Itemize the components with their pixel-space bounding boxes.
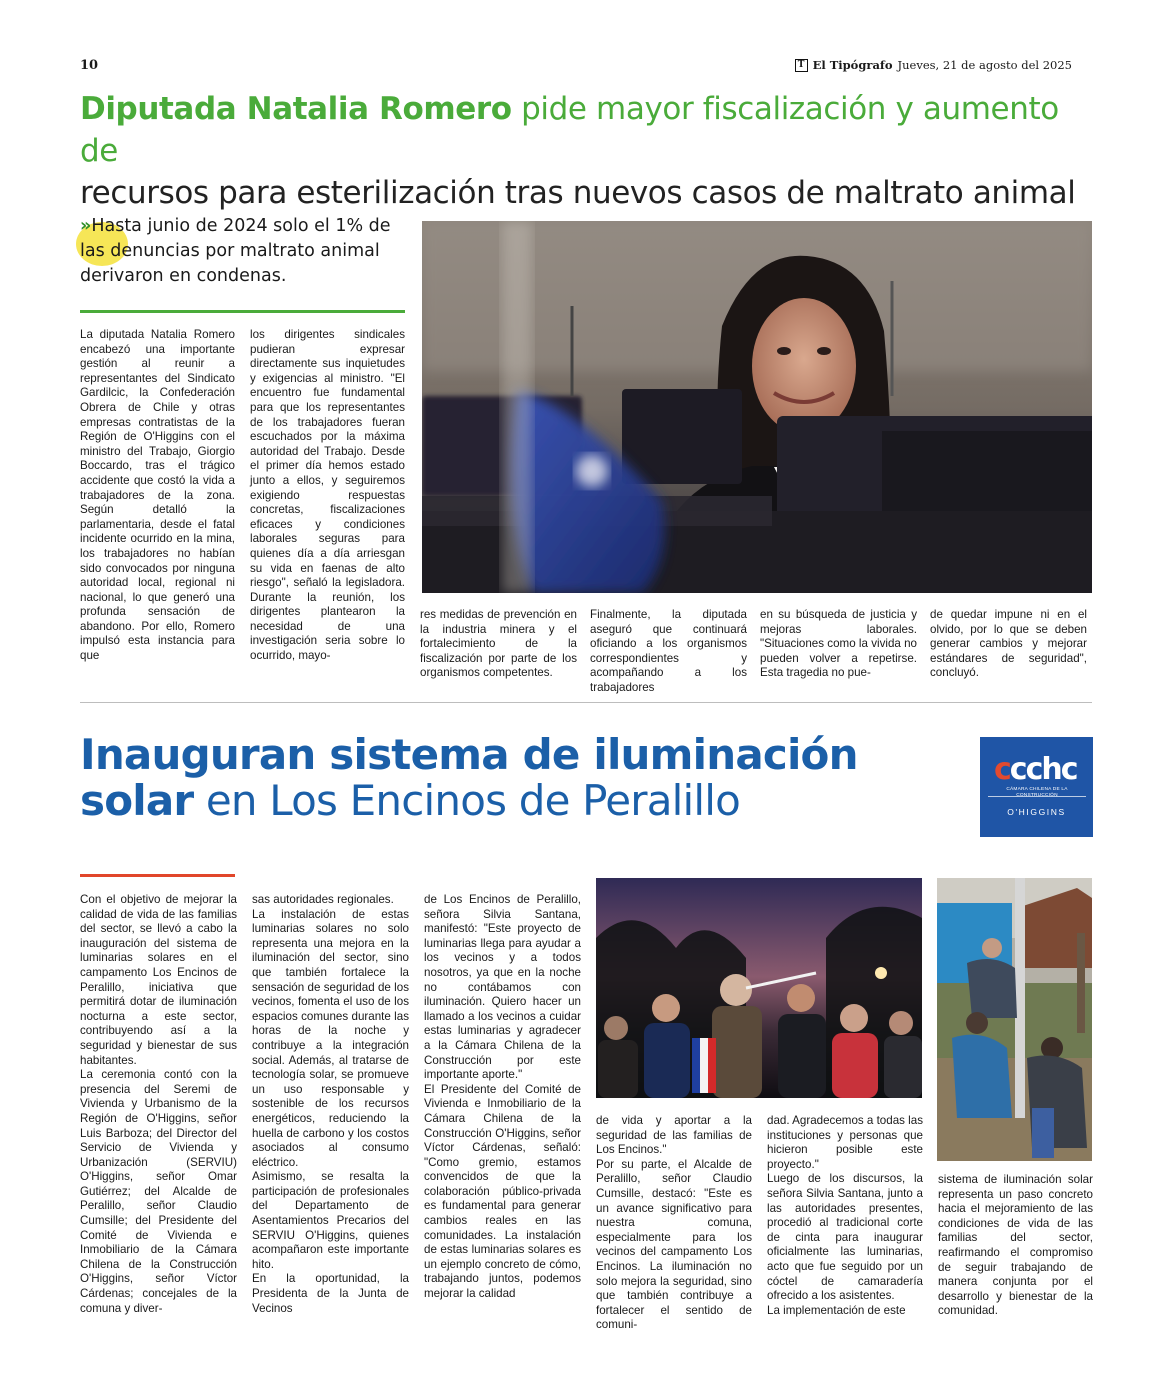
article1-column-3: res medidas de prevención en la industria minera y el fortalecimiento de la fiscalización por parte de los organismos competentes. bbox=[420, 608, 577, 680]
article1-column-6: de quedar impune ni en el olvido, por lo que se deben generar cambios y mejorar estándares de seguridad", concluyó. bbox=[930, 608, 1087, 680]
headline-bold-line2: solar bbox=[80, 776, 194, 825]
headline-highlight: Diputada Natalia Romero bbox=[80, 91, 512, 127]
headline-line2: recursos para esterilización tras nuevos casos de maltrato animal bbox=[80, 175, 1076, 211]
paragraph: La instalación de estas luminarias solares no solo representa una mejora en la iluminación del sector, sino que también fortalece la sensación de seguridad de los vecinos, fomenta el uso de los espacios comunes durante las horas de la noche y contribuye a la integración social. Además, al tratarse de tecnología solar, se promueve un uso responsable y sostenible de los recursos energéticos, reduciendo la huella de carbono y los costos asociados al consumo eléctrico. bbox=[252, 907, 409, 1169]
paragraph: sas autoridades regionales. bbox=[252, 893, 394, 906]
article2-photo-installation bbox=[937, 878, 1092, 1161]
paragraph: Con el objetivo de mejorar la calidad de vida de las familias del sector, se llevó a cabo la inauguración del sistema de luminarias solares en el campamento Los Encinos de Peralillo, iniciativa que permitirá dotar de iluminación nocturna a este sector, contribuyendo así a la seguridad y bienestar de sus habitantes. bbox=[80, 893, 237, 1067]
section-divider bbox=[80, 702, 1092, 703]
article1-column-2: los dirigentes sindicales pudieran expresar directamente sus inquietudes y exigencias al ministro. "El encuentro fue fundamental para que los representantes de los trabajadores fueran escuchados por la máxima autoridad del Trabajo. Desde el primer día hemos estado junto a ellos, y seguiremos exigiendo respuestas concretas, fiscalizaciones eficaces y condiciones laborales seguras para quienes día a día arriesgan su vida en faenas de alto riesgo", señaló la legisladora. Durante la reunión, los dirigentes plantearon la necesidad de una investigación seria sobre lo ocurrido, mayo- bbox=[250, 328, 405, 663]
pull-quote bbox=[80, 214, 410, 289]
article2-column-1 bbox=[80, 893, 237, 1316]
paragraph: de Los Encinos de Peralillo, señora Silvia Santana, manifestó: "Este proyecto de luminarias llega para ayudar a los vecinos y a todos nosotros, ya que en la noche no contábamos con iluminación. Quiero hacer un llamado a los vecinos a cuidar estas luminarias y agradecer a la Cámara Chilena de la Construcción por este importante aporte." bbox=[424, 893, 581, 1082]
paragraph: dad. Agradecemos a todas las instituciones y personas que hicieron posible este proyecto." bbox=[767, 1114, 923, 1171]
quote-mark-icon: » bbox=[80, 216, 92, 236]
paragraph: de vida y aportar a la seguridad de las familias de Los Encinos." bbox=[596, 1114, 752, 1157]
article2-column-2 bbox=[252, 893, 409, 1316]
article1-photo bbox=[422, 221, 1092, 593]
paragraph: Luego de los discursos, la señora Silvia Santana, junto a las autoridades presentes, procedió al tradicional corte de cinta para inaugurar oficialmente las luminarias, acto que fue seguido por un cóctel de camaradería ofrecido a los asistentes. bbox=[767, 1172, 923, 1303]
article2-photo-ceremony bbox=[596, 878, 922, 1098]
deputy-portrait-image bbox=[422, 221, 1092, 593]
publication-logo-icon: T bbox=[795, 59, 808, 72]
headline-rest: en Los Encinos de Peralillo bbox=[193, 776, 741, 825]
cchc-mark-icon: ccchc bbox=[994, 752, 1077, 787]
cchc-subtitle: CÁMARA CHILENA DE LA bbox=[1006, 787, 1068, 792]
headline-part: pide mayor fiscalización y aumento de bbox=[80, 91, 1059, 169]
article2-column-4 bbox=[596, 1114, 752, 1333]
paragraph: Por su parte, el Alcalde de Peralillo, señor Claudio Cumsille, destacó: "Este es un avance significativo para nuestra comuna, especialmente para los vecinos del campamento Los Encinos. La iluminación no solo mejora la seguridad, sino que también contribuye a fortalecer el sentido de comuni- bbox=[596, 1157, 752, 1332]
paragraph: La ceremonia contó con la presencia del Seremi de Vivienda y Urbanismo de la Región de O'Higgins, señor Luis Barboza; del Director del Servicio de Vivienda y Urbanización (SERVIU) O'Higgins, señor Omar Gutiérrez; del Alcalde de Peralillo, señor Claudio Cumsille; del Presidente del Comité de Vivienda e Inmobiliario de la Cámara Chilena de la Construcción O'Higgins, señor Víctor Cárdenas; concejales de la comuna y diver- bbox=[80, 1068, 237, 1315]
paragraph: En la oportunidad, la Presidenta de la Junta de Vecinos bbox=[252, 1272, 409, 1315]
ribbon-cutting-image bbox=[596, 878, 922, 1098]
article2-headline bbox=[80, 732, 900, 824]
cchc-line bbox=[988, 796, 1086, 797]
cchc-logo bbox=[980, 737, 1093, 837]
paragraph: El Presidente del Comité de Vivienda e Inmobiliario de la Cámara Chilena de la Construcción O'Higgins, señor Víctor Cárdenas, señaló: "Como gremio, estamos convencidos de que la colaboración público-privada es fundamental para generar cambios reales en las comunidades. La instalación de estas luminarias solares es un ejemplo concreto de cómo, trabajando juntos, podemos mejorar la calidad bbox=[424, 1082, 581, 1301]
publication-name: El Tipógrafo bbox=[812, 58, 893, 72]
red-rule bbox=[80, 874, 235, 877]
issue-date: Jueves, 21 de agosto del 2025 bbox=[897, 58, 1072, 72]
article2-column-5 bbox=[767, 1114, 923, 1318]
article1-headline bbox=[80, 88, 1080, 214]
masthead bbox=[795, 58, 1072, 72]
cchc-region: O'HIGGINS bbox=[1007, 807, 1066, 817]
headline-bold-line1: Inauguran sistema de iluminación bbox=[80, 730, 858, 779]
paragraph: Asimismo, se resalta la participación de profesionales del Departamento de Asentamientos Precarios del SERVIU O'Higgins, quienes acompañaron este importante hito. bbox=[252, 1170, 409, 1271]
article2-column-6: sistema de iluminación solar representa un paso concreto hacia el mejoramiento de las condiciones de vida de las familias del sector, reafirmando el compromiso de seguir trabajando de manera conjunta por el desarrollo y bienestar de la comunidad. bbox=[938, 1173, 1093, 1318]
green-rule bbox=[80, 310, 405, 313]
pull-quote-text: Hasta junio de 2024 solo el 1% de las denuncias por maltrato animal derivaron en condenas. bbox=[80, 216, 391, 286]
paragraph: La implementación de este bbox=[767, 1303, 906, 1317]
article1-column-5: en su búsqueda de justicia y mejoras laborales. "Situaciones como la vivida no pueden volver a repetirse. Esta tragedia no pue- bbox=[760, 608, 917, 680]
pole-installation-image bbox=[937, 878, 1092, 1161]
article2-column-3 bbox=[424, 893, 581, 1302]
page-number: 10 bbox=[80, 58, 99, 73]
article1-column-4: Finalmente, la diputada aseguró que continuará oficiando a los organismos correspondientes y acompañando a los trabajadores bbox=[590, 608, 747, 694]
article1-column-1: La diputada Natalia Romero encabezó una importante gestión al reunir a representantes del Sindicato Gardilcic, la Confederación Obrera de Chile y otras empresas contratistas de la Región de O'Higgins con el ministro del Trabajo, Giorgio Boccardo, tras el trágico accidente que costó la vida a trabajadores de la zona. Según detalló la parlamentaria, desde el fatal incidente ocurrido en la mina, los trabajadores no habían sido convocados por ninguna autoridad local, regional ni nacional, lo que generó una profunda sensación de abandono. Por ello, Romero impulsó esta instancia para que bbox=[80, 328, 235, 663]
